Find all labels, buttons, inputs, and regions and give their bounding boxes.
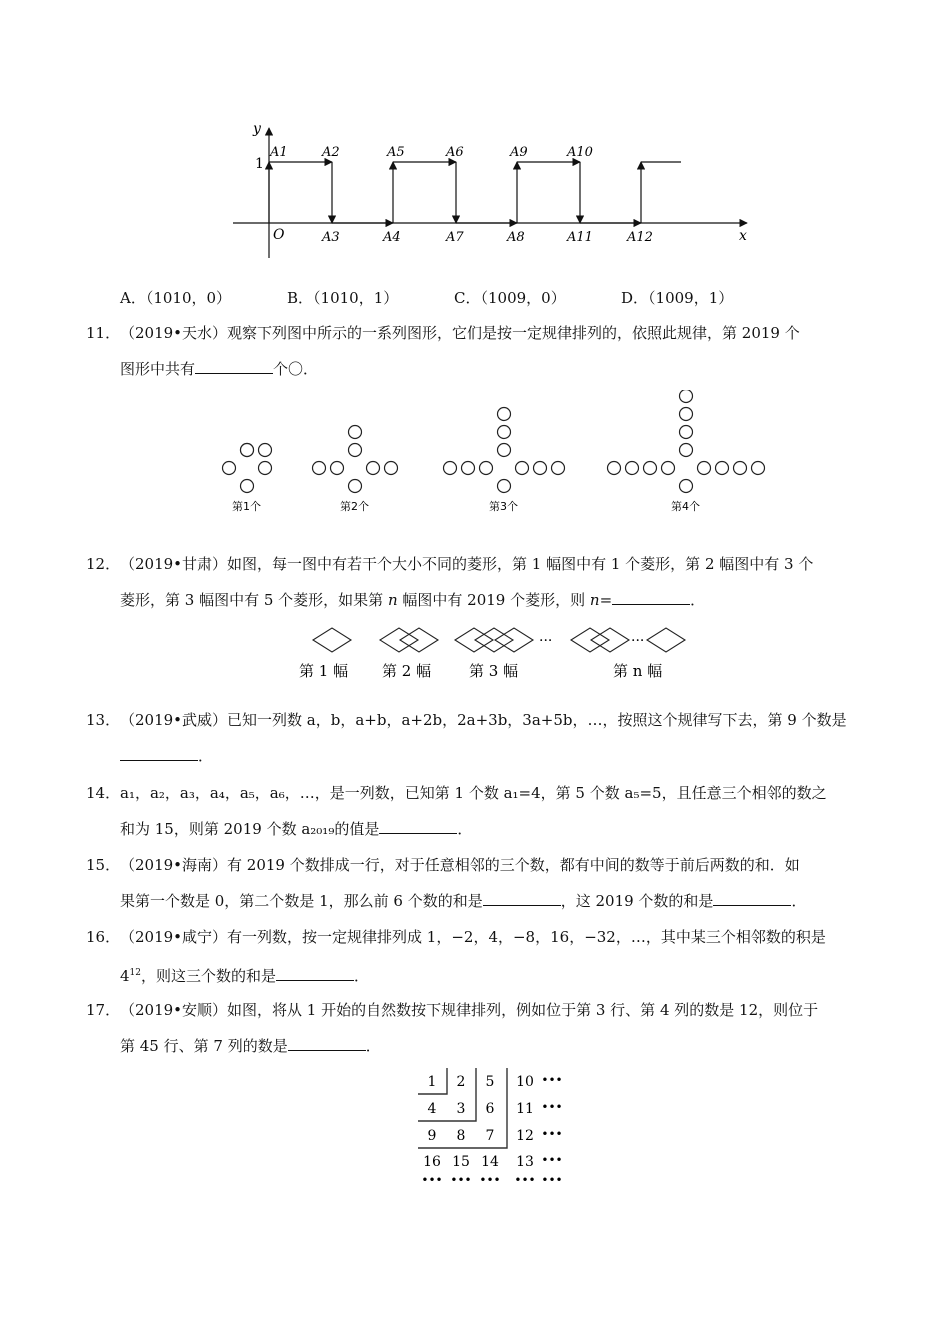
q15-text-line2: 果第一个数是 0，第二个数是 1，那么前 6 个数的和是 ，这 2019 个数的和是 ． — [120, 892, 807, 910]
answer-blank-13[interactable] — [120, 746, 198, 761]
svg-text:•••: ••• — [541, 1153, 563, 1167]
q11-text-line1: （2019•天水）观察下列图中所示的一系列图形，它们是按一定规律排列的，依照此规律，第 2019 个 — [120, 324, 800, 342]
q12-text-line1: （2019•甘肃）如图，每一图中有若干个大小不同的菱形，第 1 幅图中有 1 个菱形，第 2 幅图中有 3 个 — [120, 555, 814, 573]
svg-text:14: 14 — [481, 1154, 499, 1170]
answer-blank-12[interactable] — [612, 590, 690, 605]
svg-text:4: 4 — [427, 1101, 437, 1117]
q11-text-line2: 图形中共有 个〇． — [120, 360, 319, 378]
rhombus-caption-3: 第 3 幅 — [469, 662, 519, 680]
q13-text-line1: （2019•武威）已知一列数 a，b，a+b，a+2b，2a+3b，3a+5b，…，按照这个规律写下去，第 9 个数是 — [120, 711, 847, 729]
rhombus-pattern-figure — [295, 620, 695, 682]
q14-text-line2: 和为 15，则第 2019 个数 a₂₀₁₉的值是 ． — [120, 820, 473, 838]
svg-text:•••: ••• — [541, 1127, 563, 1141]
caption-fig-3: 第3个 — [489, 500, 518, 513]
rhombus-ellipsis-2: ··· — [631, 633, 645, 649]
svg-text:•••: ••• — [421, 1173, 443, 1187]
y-axis-label: y — [253, 121, 261, 137]
point-label-a11: A11 — [567, 230, 593, 245]
y-one-label: 1 — [255, 156, 264, 172]
answer-blank-17[interactable] — [288, 1036, 366, 1051]
step-graph-figure — [225, 118, 755, 260]
q12-text-line2: 菱形，第 3 幅图中有 5 个菱形，如果第 n 幅图中有 2019 个菱形，则 n= ． — [120, 591, 706, 609]
svg-text:2: 2 — [456, 1074, 466, 1090]
rhombus-caption-1: 第 1 幅 — [299, 662, 349, 680]
question-number-16: 16． — [86, 928, 121, 946]
point-label-a5: A5 — [387, 145, 405, 160]
svg-text:12: 12 — [516, 1128, 534, 1144]
q17-text-line2: 第 45 行、第 7 列的数是 ． — [120, 1037, 381, 1055]
point-label-a12: A12 — [627, 230, 653, 245]
answer-blank-11[interactable] — [195, 359, 273, 374]
point-label-a1: A1 — [270, 145, 288, 160]
question-number-15: 15． — [86, 856, 121, 874]
caption-fig-4: 第4个 — [671, 500, 700, 513]
svg-text:6: 6 — [485, 1101, 495, 1117]
x-axis-label: x — [739, 228, 747, 244]
question-number-14: 14． — [86, 784, 121, 802]
q16-text-line2: $4^{12}$，则这三个数的和是 ． — [120, 967, 370, 985]
answer-blank-16[interactable] — [276, 966, 354, 981]
option-c[interactable]: C．（1009，0） — [454, 289, 566, 307]
q14-text-line1: a₁，a₂，a₃，a₄，a₅，a₆，…，是一列数，已知第 1 个数 a₁=4，第 5 个数 a₅=5，且任意三个相邻的数之 — [120, 784, 827, 802]
q15-text-line1: （2019•海南）有 2019 个数排成一行，对于任意相邻的三个数，都有中间的数等于前后两数的和．如 — [120, 856, 800, 874]
q16-text-line1: （2019•咸宁）有一列数，按一定规律排列成 1，−2，4，−8，16，−32，…，其中某三个相邻数的积是 — [120, 928, 826, 946]
svg-text:11: 11 — [516, 1101, 534, 1117]
grid-values — [421, 1073, 562, 1187]
option-d[interactable]: D．（1009，1） — [621, 289, 734, 307]
point-label-a7: A7 — [446, 230, 464, 245]
q13-text-line2: ． — [120, 746, 213, 766]
svg-text:•••: ••• — [541, 1173, 563, 1187]
svg-text:8: 8 — [456, 1128, 466, 1144]
caption-fig-1: 第1个 — [232, 500, 261, 513]
svg-text:5: 5 — [485, 1074, 495, 1090]
option-a[interactable]: A．（1010，0） — [120, 289, 232, 307]
question-number-11: 11． — [86, 324, 121, 342]
point-label-a8: A8 — [507, 230, 525, 245]
answer-blank-15b[interactable] — [713, 891, 791, 906]
caption-fig-2: 第2个 — [340, 500, 369, 513]
answer-blank-14[interactable] — [379, 819, 457, 834]
svg-text:10: 10 — [516, 1074, 534, 1090]
svg-text:•••: ••• — [479, 1173, 501, 1187]
svg-text:1: 1 — [427, 1074, 437, 1090]
point-label-a2: A2 — [322, 145, 340, 160]
svg-text:15: 15 — [452, 1154, 470, 1170]
point-label-a3: A3 — [322, 230, 340, 245]
point-label-a4: A4 — [383, 230, 401, 245]
q17-text-line1: （2019•安顺）如图，将从 1 开始的自然数按下规律排列，例如位于第 3 行、第 4 列的数是 12，则位于 — [120, 1001, 819, 1019]
rhombus-ellipsis-1: ··· — [539, 633, 553, 649]
option-b[interactable]: B．（1010，1） — [287, 289, 399, 307]
circle-figures — [215, 390, 775, 515]
svg-text:•••: ••• — [514, 1173, 536, 1187]
svg-text:3: 3 — [456, 1101, 466, 1117]
rhombus-caption-n: 第 n 幅 — [613, 662, 663, 680]
answer-blank-15a[interactable] — [483, 891, 561, 906]
point-label-a6: A6 — [446, 145, 464, 160]
svg-text:13: 13 — [516, 1154, 534, 1170]
question-number-17: 17． — [86, 1001, 121, 1019]
question-number-12: 12． — [86, 555, 121, 573]
point-label-a10: A10 — [567, 145, 593, 160]
svg-text:•••: ••• — [541, 1100, 563, 1114]
svg-text:9: 9 — [427, 1128, 437, 1144]
svg-text:•••: ••• — [450, 1173, 472, 1187]
svg-text:16: 16 — [423, 1154, 441, 1170]
rhombus-caption-2: 第 2 幅 — [382, 662, 432, 680]
number-grid-figure — [410, 1066, 580, 1188]
point-label-a9: A9 — [510, 145, 528, 160]
svg-text:7: 7 — [485, 1128, 495, 1144]
origin-label: O — [273, 227, 285, 243]
question-number-13: 13． — [86, 711, 121, 729]
svg-text:•••: ••• — [541, 1073, 563, 1087]
